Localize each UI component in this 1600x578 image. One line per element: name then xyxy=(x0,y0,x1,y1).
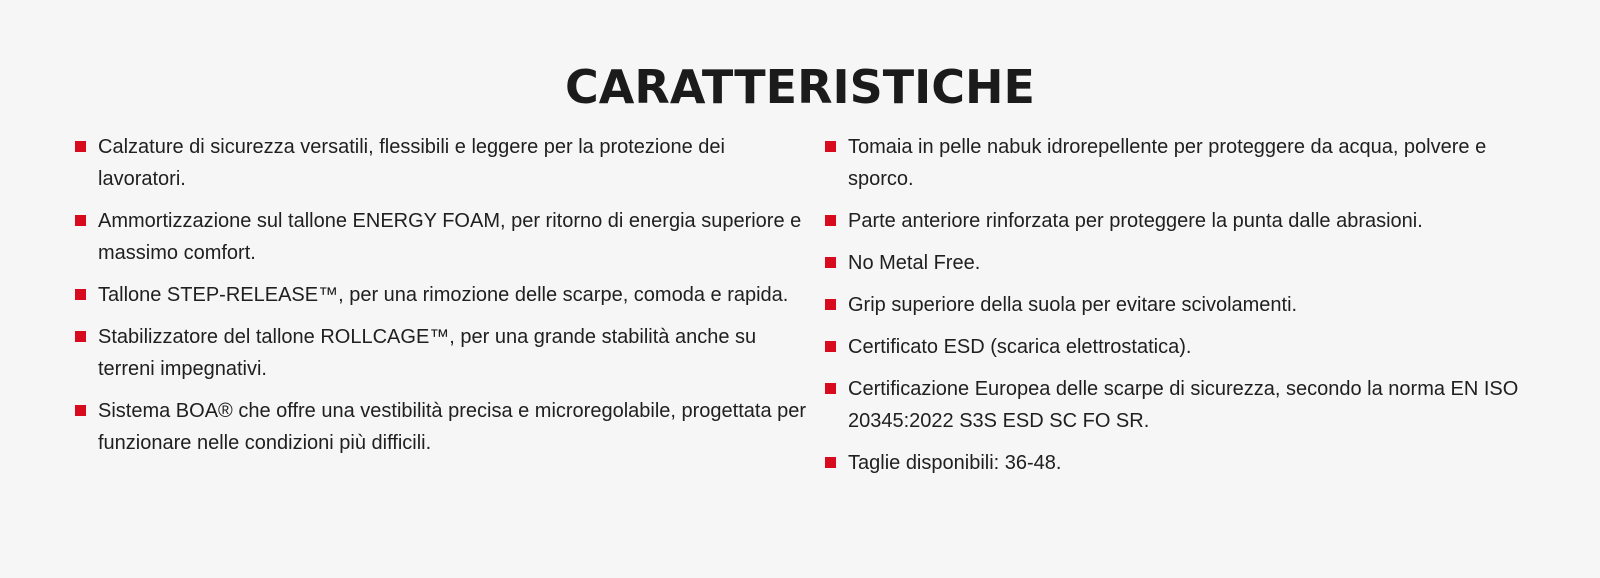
bullet-square-icon xyxy=(825,141,836,152)
feature-text: No Metal Free. xyxy=(848,252,981,274)
bullet-square-icon xyxy=(75,289,86,300)
bullet-square-icon xyxy=(825,299,836,310)
feature-text: Ammortizzazione sul tallone ENERGY FOAM, per ritorno di energia superiore e massimo comfort. xyxy=(98,210,802,264)
features-list-left xyxy=(75,131,815,469)
features-list-right xyxy=(825,131,1545,489)
feature-text: Taglie disponibili: 36-48. xyxy=(848,452,1062,474)
bullet-square-icon xyxy=(825,257,836,268)
feature-item xyxy=(75,395,815,459)
feature-item xyxy=(825,247,1545,279)
feature-item xyxy=(825,373,1545,437)
feature-item xyxy=(75,205,815,269)
bullet-square-icon xyxy=(75,405,86,416)
bullet-square-icon xyxy=(75,215,86,226)
feature-text: Tomaia in pelle nabuk idrorepellente per proteggere da acqua, polvere e sporco. xyxy=(848,136,1487,190)
feature-text: Tallone STEP-RELEASE™, per una rimozione delle scarpe, comoda e rapida. xyxy=(98,284,789,306)
feature-item xyxy=(825,289,1545,321)
feature-text: Certificazione Europea delle scarpe di sicurezza, secondo la norma EN ISO 20345:2022 S3S ESD SC FO SR. xyxy=(848,378,1519,432)
feature-item xyxy=(75,131,815,195)
feature-item xyxy=(825,131,1545,195)
feature-text: Stabilizzatore del tallone ROLLCAGE™, per una grande stabilità anche su terreni impegnativi. xyxy=(98,326,757,380)
bullet-square-icon xyxy=(75,141,86,152)
bullet-square-icon xyxy=(825,341,836,352)
feature-text: Sistema BOA® che offre una vestibilità precisa e microregolabile, progettata per funzionare nelle condizioni più difficili. xyxy=(98,400,807,454)
feature-item xyxy=(825,447,1545,479)
feature-item xyxy=(825,331,1545,363)
feature-text: Parte anteriore rinforzata per proteggere la punta dalle abrasioni. xyxy=(848,210,1423,232)
bullet-square-icon xyxy=(75,331,86,342)
bullet-square-icon xyxy=(825,215,836,226)
feature-item xyxy=(825,205,1545,237)
feature-item xyxy=(75,321,815,385)
feature-text: Certificato ESD (scarica elettrostatica). xyxy=(848,336,1192,358)
feature-text: Grip superiore della suola per evitare scivolamenti. xyxy=(848,294,1298,316)
bullet-square-icon xyxy=(825,457,836,468)
feature-text: Calzature di sicurezza versatili, flessibili e leggere per la protezione dei lavoratori. xyxy=(98,136,725,190)
bullet-square-icon xyxy=(825,383,836,394)
feature-item xyxy=(75,279,815,311)
page-title: CARATTERISTICHE xyxy=(565,59,1035,114)
